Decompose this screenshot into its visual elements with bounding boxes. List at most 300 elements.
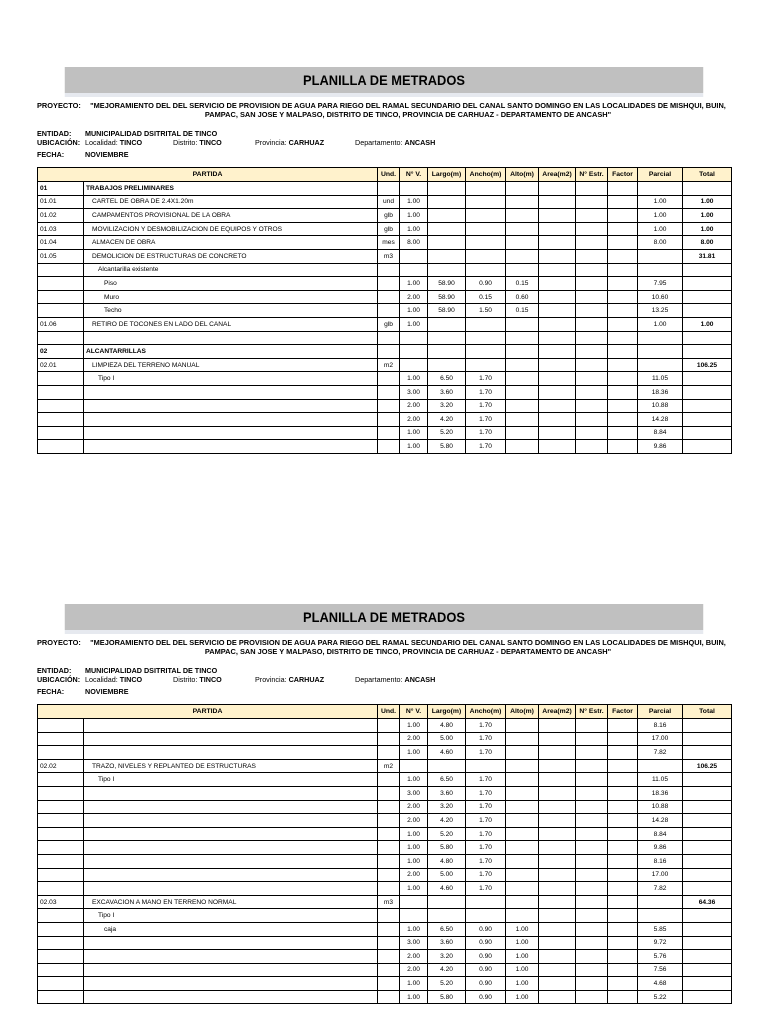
cell-total bbox=[683, 841, 732, 855]
cell-parcial: 14.28 bbox=[638, 814, 683, 828]
cell-nestr bbox=[576, 345, 608, 359]
cell-item bbox=[38, 426, 84, 440]
cell-nv: 1.00 bbox=[400, 440, 428, 454]
cell-nv: 1.00 bbox=[400, 746, 428, 760]
cell-nv: 1.00 bbox=[400, 317, 428, 331]
cell-factor bbox=[608, 814, 638, 828]
table-row bbox=[38, 963, 732, 977]
cell-area bbox=[539, 236, 576, 250]
cell-factor bbox=[608, 317, 638, 331]
cell-total: 1.00 bbox=[683, 209, 732, 223]
table-row bbox=[38, 236, 732, 250]
cell-ancho bbox=[466, 222, 506, 236]
cell-item: 02 bbox=[38, 345, 84, 359]
cell-total: 1.00 bbox=[683, 222, 732, 236]
cell-nestr bbox=[576, 719, 608, 733]
cell-nv: 1.00 bbox=[400, 304, 428, 318]
cell-parcial bbox=[638, 249, 683, 263]
cell-parcial: 14.28 bbox=[638, 413, 683, 427]
departamento-label-2: Departamento: bbox=[355, 675, 403, 684]
header-partida: PARTIDA bbox=[38, 705, 378, 719]
proyecto-label-2: PROYECTO: bbox=[37, 638, 81, 647]
header-nv: N° V. bbox=[400, 705, 428, 719]
cell-nv: 2.00 bbox=[400, 800, 428, 814]
cell-largo bbox=[428, 195, 466, 209]
cell-largo: 5.20 bbox=[428, 426, 466, 440]
cell-nv: 1.00 bbox=[400, 195, 428, 209]
cell-parcial: 1.00 bbox=[638, 195, 683, 209]
cell-total bbox=[683, 440, 732, 454]
cell-largo bbox=[428, 331, 466, 345]
cell-nv: 1.00 bbox=[400, 841, 428, 855]
cell-item bbox=[38, 385, 84, 399]
cell-nestr bbox=[576, 277, 608, 291]
cell-nv bbox=[400, 182, 428, 196]
cell-parcial: 7.56 bbox=[638, 963, 683, 977]
cell-total bbox=[683, 277, 732, 291]
table-header-2 bbox=[38, 705, 732, 719]
cell-total: 106.25 bbox=[683, 759, 732, 773]
cell-largo: 6.50 bbox=[428, 372, 466, 386]
cell-ancho: 0.90 bbox=[466, 950, 506, 964]
cell-largo: 3.60 bbox=[428, 385, 466, 399]
cell-parcial: 4.68 bbox=[638, 977, 683, 991]
cell-total bbox=[683, 936, 732, 950]
proyecto-text-2: "MEJORAMIENTO DEL DEL SERVICIO DE PROVISION DE AGUA PARA RIEGO DEL RAMAL SECUNDARIO DEL CANAL SANTO DOMINGO EN LAS LOCALIDADES DE MISHQUI, BUIN, PAMPAC, SAN JOSE Y MALPASO, DISTRITO DE TINCO, PROVINCIA DE CARHUAZ - DEPARTAMENTO DE ANCASH" bbox=[90, 638, 726, 656]
cell-total: 106.25 bbox=[683, 358, 732, 372]
cell-factor bbox=[608, 719, 638, 733]
cell-ancho: 0.90 bbox=[466, 936, 506, 950]
cell-desc: ALMACEN DE OBRA bbox=[84, 236, 378, 250]
cell-desc: Techo bbox=[84, 304, 378, 318]
cell-nestr bbox=[576, 249, 608, 263]
cell-und bbox=[378, 773, 400, 787]
cell-area bbox=[539, 385, 576, 399]
cell-nestr bbox=[576, 922, 608, 936]
cell-alto bbox=[506, 732, 539, 746]
cell-largo: 3.20 bbox=[428, 800, 466, 814]
header-largo: Largo(m) bbox=[428, 168, 466, 182]
cell-nv: 1.00 bbox=[400, 719, 428, 733]
cell-desc: TRABAJOS PRELIMINARES bbox=[84, 182, 378, 196]
cell-alto: 0.15 bbox=[506, 277, 539, 291]
cell-area bbox=[539, 732, 576, 746]
cell-nestr bbox=[576, 399, 608, 413]
cell-largo: 3.60 bbox=[428, 936, 466, 950]
cell-largo bbox=[428, 895, 466, 909]
cell-parcial bbox=[638, 895, 683, 909]
cell-area bbox=[539, 304, 576, 318]
cell-desc: CARTEL DE OBRA DE 2.4X1.20m bbox=[84, 195, 378, 209]
cell-item bbox=[38, 814, 84, 828]
cell-total bbox=[683, 950, 732, 964]
table-row bbox=[38, 895, 732, 909]
cell-nestr bbox=[576, 372, 608, 386]
cell-factor bbox=[608, 895, 638, 909]
cell-und bbox=[378, 882, 400, 896]
ubicacion-label-2: UBICACIÓN: bbox=[37, 675, 81, 684]
cell-nestr bbox=[576, 841, 608, 855]
cell-largo bbox=[428, 759, 466, 773]
cell-und bbox=[378, 827, 400, 841]
cell-alto bbox=[506, 263, 539, 277]
cell-total bbox=[683, 385, 732, 399]
cell-factor bbox=[608, 182, 638, 196]
cell-nv: 1.00 bbox=[400, 827, 428, 841]
cell-alto bbox=[506, 841, 539, 855]
cell-nestr bbox=[576, 963, 608, 977]
cell-largo: 4.80 bbox=[428, 719, 466, 733]
cell-area bbox=[539, 277, 576, 291]
cell-desc bbox=[84, 936, 378, 950]
entidad-value-2: MUNICIPALIDAD DSITRITAL DE TINCO bbox=[85, 666, 218, 675]
cell-total bbox=[683, 786, 732, 800]
cell-factor bbox=[608, 936, 638, 950]
cell-ancho: 0.90 bbox=[466, 977, 506, 991]
cell-item bbox=[38, 963, 84, 977]
table-row bbox=[38, 950, 732, 964]
cell-desc bbox=[84, 990, 378, 1004]
provincia-value: CARHUAZ bbox=[288, 138, 325, 147]
cell-nv: 2.00 bbox=[400, 290, 428, 304]
cell-nestr bbox=[576, 413, 608, 427]
cell-item bbox=[38, 990, 84, 1004]
cell-area bbox=[539, 759, 576, 773]
cell-und bbox=[378, 372, 400, 386]
proyecto-label: PROYECTO: bbox=[37, 101, 81, 110]
cell-parcial bbox=[638, 182, 683, 196]
cell-nv bbox=[400, 263, 428, 277]
cell-desc: EXCAVACION A MANO EN TERRENO NORMAL bbox=[84, 895, 378, 909]
cell-nestr bbox=[576, 182, 608, 196]
cell-alto bbox=[506, 317, 539, 331]
cell-total bbox=[683, 990, 732, 1004]
cell-area bbox=[539, 317, 576, 331]
cell-desc bbox=[84, 868, 378, 882]
cell-factor bbox=[608, 841, 638, 855]
cell-nv: 3.00 bbox=[400, 936, 428, 950]
cell-nv: 1.00 bbox=[400, 773, 428, 787]
departamento-value: ANCASH bbox=[404, 138, 436, 147]
cell-und bbox=[378, 719, 400, 733]
cell-nv bbox=[400, 331, 428, 345]
cell-desc bbox=[84, 385, 378, 399]
info-block bbox=[37, 129, 731, 167]
cell-ancho: 1.70 bbox=[466, 426, 506, 440]
cell-item bbox=[38, 746, 84, 760]
cell-item bbox=[38, 773, 84, 787]
cell-item bbox=[38, 800, 84, 814]
cell-largo bbox=[428, 345, 466, 359]
cell-parcial: 10.60 bbox=[638, 290, 683, 304]
cell-ancho: 1.70 bbox=[466, 385, 506, 399]
cell-und: m3 bbox=[378, 249, 400, 263]
departamento-value-2: ANCASH bbox=[404, 675, 436, 684]
cell-nv: 1.00 bbox=[400, 977, 428, 991]
header-factor: Factor bbox=[608, 168, 638, 182]
cell-und bbox=[378, 909, 400, 923]
cell-nv bbox=[400, 345, 428, 359]
table-row bbox=[38, 358, 732, 372]
cell-desc bbox=[84, 426, 378, 440]
cell-largo bbox=[428, 358, 466, 372]
cell-desc: ALCANTARRILLAS bbox=[84, 345, 378, 359]
cell-item bbox=[38, 786, 84, 800]
cell-und: mes bbox=[378, 236, 400, 250]
cell-nestr bbox=[576, 814, 608, 828]
cell-area bbox=[539, 882, 576, 896]
cell-factor bbox=[608, 950, 638, 964]
cell-factor bbox=[608, 277, 638, 291]
cell-area bbox=[539, 358, 576, 372]
cell-item bbox=[38, 827, 84, 841]
cell-und: m3 bbox=[378, 895, 400, 909]
cell-factor bbox=[608, 746, 638, 760]
cell-parcial bbox=[638, 759, 683, 773]
cell-desc: Muro bbox=[84, 290, 378, 304]
table-row bbox=[38, 195, 732, 209]
table-row bbox=[38, 854, 732, 868]
cell-factor bbox=[608, 800, 638, 814]
cell-nestr bbox=[576, 317, 608, 331]
cell-item bbox=[38, 882, 84, 896]
cell-total bbox=[683, 827, 732, 841]
cell-und bbox=[378, 277, 400, 291]
cell-nestr bbox=[576, 236, 608, 250]
cell-ancho: 1.70 bbox=[466, 440, 506, 454]
cell-und bbox=[378, 800, 400, 814]
table-row bbox=[38, 249, 732, 263]
cell-alto bbox=[506, 868, 539, 882]
cell-alto: 1.00 bbox=[506, 936, 539, 950]
cell-alto bbox=[506, 331, 539, 345]
cell-nestr bbox=[576, 827, 608, 841]
fecha-label: FECHA: bbox=[37, 150, 65, 159]
localidad-label: Localidad: bbox=[85, 138, 118, 147]
cell-largo: 6.50 bbox=[428, 773, 466, 787]
cell-nv: 1.00 bbox=[400, 922, 428, 936]
cell-factor bbox=[608, 209, 638, 223]
cell-factor bbox=[608, 304, 638, 318]
table-row bbox=[38, 331, 732, 345]
cell-factor bbox=[608, 385, 638, 399]
cell-nv: 1.00 bbox=[400, 882, 428, 896]
cell-area bbox=[539, 963, 576, 977]
table-row bbox=[38, 827, 732, 841]
table-row bbox=[38, 209, 732, 223]
cell-alto bbox=[506, 440, 539, 454]
cell-ancho: 1.70 bbox=[466, 719, 506, 733]
cell-und bbox=[378, 936, 400, 950]
cell-und: und bbox=[378, 195, 400, 209]
cell-item: 02.03 bbox=[38, 895, 84, 909]
cell-item bbox=[38, 719, 84, 733]
cell-area bbox=[539, 290, 576, 304]
cell-und: m2 bbox=[378, 358, 400, 372]
cell-total bbox=[683, 814, 732, 828]
cell-nv bbox=[400, 358, 428, 372]
cell-alto bbox=[506, 909, 539, 923]
provincia-label: Provincia: bbox=[255, 138, 287, 147]
fecha-value-2: NOVIEMBRE bbox=[85, 687, 129, 696]
cell-item: 01.05 bbox=[38, 249, 84, 263]
cell-desc bbox=[84, 399, 378, 413]
header-factor: Factor bbox=[608, 705, 638, 719]
cell-ancho bbox=[466, 236, 506, 250]
fecha-row bbox=[37, 150, 731, 160]
cell-und bbox=[378, 263, 400, 277]
cell-desc: Tipo I bbox=[84, 909, 378, 923]
info-block-2 bbox=[37, 666, 731, 704]
cell-alto bbox=[506, 413, 539, 427]
cell-desc: Piso bbox=[84, 277, 378, 291]
cell-desc bbox=[84, 800, 378, 814]
cell-item bbox=[38, 854, 84, 868]
table-row bbox=[38, 263, 732, 277]
cell-parcial: 1.00 bbox=[638, 209, 683, 223]
cell-parcial: 5.85 bbox=[638, 922, 683, 936]
cell-area bbox=[539, 854, 576, 868]
cell-nestr bbox=[576, 209, 608, 223]
table-row bbox=[38, 304, 732, 318]
cell-nestr bbox=[576, 222, 608, 236]
cell-ancho: 1.70 bbox=[466, 732, 506, 746]
cell-total bbox=[683, 882, 732, 896]
cell-alto bbox=[506, 773, 539, 787]
table-row bbox=[38, 440, 732, 454]
proyecto-text: "MEJORAMIENTO DEL DEL SERVICIO DE PROVISION DE AGUA PARA RIEGO DEL RAMAL SECUNDARIO DEL CANAL SANTO DOMINGO EN LAS LOCALIDADES DE MISHQUI, BUIN, PAMPAC, SAN JOSE Y MALPASO, DISTRITO DE TINCO, PROVINCIA DE CARHUAZ - DEPARTAMENTO DE ANCASH" bbox=[90, 101, 726, 119]
cell-und bbox=[378, 331, 400, 345]
cell-ancho: 1.70 bbox=[466, 814, 506, 828]
cell-alto bbox=[506, 209, 539, 223]
cell-alto bbox=[506, 222, 539, 236]
cell-factor bbox=[608, 195, 638, 209]
cell-total: 1.00 bbox=[683, 195, 732, 209]
cell-area bbox=[539, 331, 576, 345]
cell-area bbox=[539, 182, 576, 196]
cell-total bbox=[683, 263, 732, 277]
cell-und bbox=[378, 868, 400, 882]
cell-area bbox=[539, 413, 576, 427]
cell-parcial bbox=[638, 909, 683, 923]
table-row bbox=[38, 399, 732, 413]
cell-nv: 3.00 bbox=[400, 385, 428, 399]
table-row bbox=[38, 868, 732, 882]
cell-nv: 3.00 bbox=[400, 786, 428, 800]
cell-parcial: 8.16 bbox=[638, 719, 683, 733]
header-alto: Alto(m) bbox=[506, 705, 539, 719]
cell-factor bbox=[608, 413, 638, 427]
cell-total bbox=[683, 182, 732, 196]
table-row bbox=[38, 385, 732, 399]
cell-total: 1.00 bbox=[683, 317, 732, 331]
cell-largo: 4.20 bbox=[428, 963, 466, 977]
cell-nv bbox=[400, 895, 428, 909]
cell-parcial bbox=[638, 358, 683, 372]
provincia-label-2: Provincia: bbox=[255, 675, 287, 684]
header-und: Und. bbox=[378, 168, 400, 182]
cell-parcial: 18.36 bbox=[638, 385, 683, 399]
cell-total bbox=[683, 746, 732, 760]
cell-factor bbox=[608, 882, 638, 896]
cell-nestr bbox=[576, 385, 608, 399]
cell-ancho bbox=[466, 195, 506, 209]
cell-nv: 1.00 bbox=[400, 426, 428, 440]
cell-factor bbox=[608, 977, 638, 991]
header-ancho: Ancho(m) bbox=[466, 168, 506, 182]
cell-largo: 4.60 bbox=[428, 882, 466, 896]
table-header bbox=[38, 168, 732, 182]
cell-largo: 4.20 bbox=[428, 413, 466, 427]
cell-und: glb bbox=[378, 209, 400, 223]
cell-total bbox=[683, 719, 732, 733]
table-row bbox=[38, 413, 732, 427]
cell-desc bbox=[84, 746, 378, 760]
localidad-value-2: TINCO bbox=[119, 675, 143, 684]
cell-factor bbox=[608, 263, 638, 277]
cell-und bbox=[378, 304, 400, 318]
cell-alto bbox=[506, 236, 539, 250]
table-row bbox=[38, 882, 732, 896]
cell-und bbox=[378, 786, 400, 800]
entidad-label: ENTIDAD: bbox=[37, 129, 72, 138]
cell-area bbox=[539, 814, 576, 828]
header-total: Total bbox=[683, 168, 732, 182]
cell-nestr bbox=[576, 759, 608, 773]
cell-total bbox=[683, 372, 732, 386]
cell-ancho: 0.90 bbox=[466, 990, 506, 1004]
cell-nestr bbox=[576, 909, 608, 923]
cell-parcial: 7.95 bbox=[638, 277, 683, 291]
distrito-label-2: Distrito: bbox=[173, 675, 198, 684]
cell-factor bbox=[608, 922, 638, 936]
cell-alto: 1.00 bbox=[506, 950, 539, 964]
cell-largo: 5.80 bbox=[428, 990, 466, 1004]
cell-ancho: 1.70 bbox=[466, 800, 506, 814]
cell-nv: 2.00 bbox=[400, 868, 428, 882]
cell-largo: 4.80 bbox=[428, 854, 466, 868]
cell-parcial: 11.05 bbox=[638, 773, 683, 787]
cell-ancho bbox=[466, 759, 506, 773]
cell-area bbox=[539, 922, 576, 936]
cell-area bbox=[539, 936, 576, 950]
cell-nv: 2.00 bbox=[400, 732, 428, 746]
header-parcial: Parcial bbox=[638, 168, 683, 182]
cell-und bbox=[378, 290, 400, 304]
cell-item: 02.02 bbox=[38, 759, 84, 773]
cell-parcial: 8.16 bbox=[638, 854, 683, 868]
cell-total bbox=[683, 345, 732, 359]
cell-total bbox=[683, 909, 732, 923]
cell-nestr bbox=[576, 895, 608, 909]
cell-ancho bbox=[466, 358, 506, 372]
cell-factor bbox=[608, 372, 638, 386]
cell-desc bbox=[84, 827, 378, 841]
cell-nestr bbox=[576, 800, 608, 814]
cell-alto bbox=[506, 385, 539, 399]
distrito-label: Distrito: bbox=[173, 138, 198, 147]
cell-factor bbox=[608, 331, 638, 345]
cell-total bbox=[683, 413, 732, 427]
cell-largo: 3.20 bbox=[428, 950, 466, 964]
cell-total bbox=[683, 977, 732, 991]
cell-ancho: 1.70 bbox=[466, 786, 506, 800]
cell-area bbox=[539, 909, 576, 923]
sheet-1 bbox=[37, 67, 731, 454]
cell-alto: 0.15 bbox=[506, 304, 539, 318]
cell-ancho bbox=[466, 909, 506, 923]
cell-largo: 58.90 bbox=[428, 277, 466, 291]
